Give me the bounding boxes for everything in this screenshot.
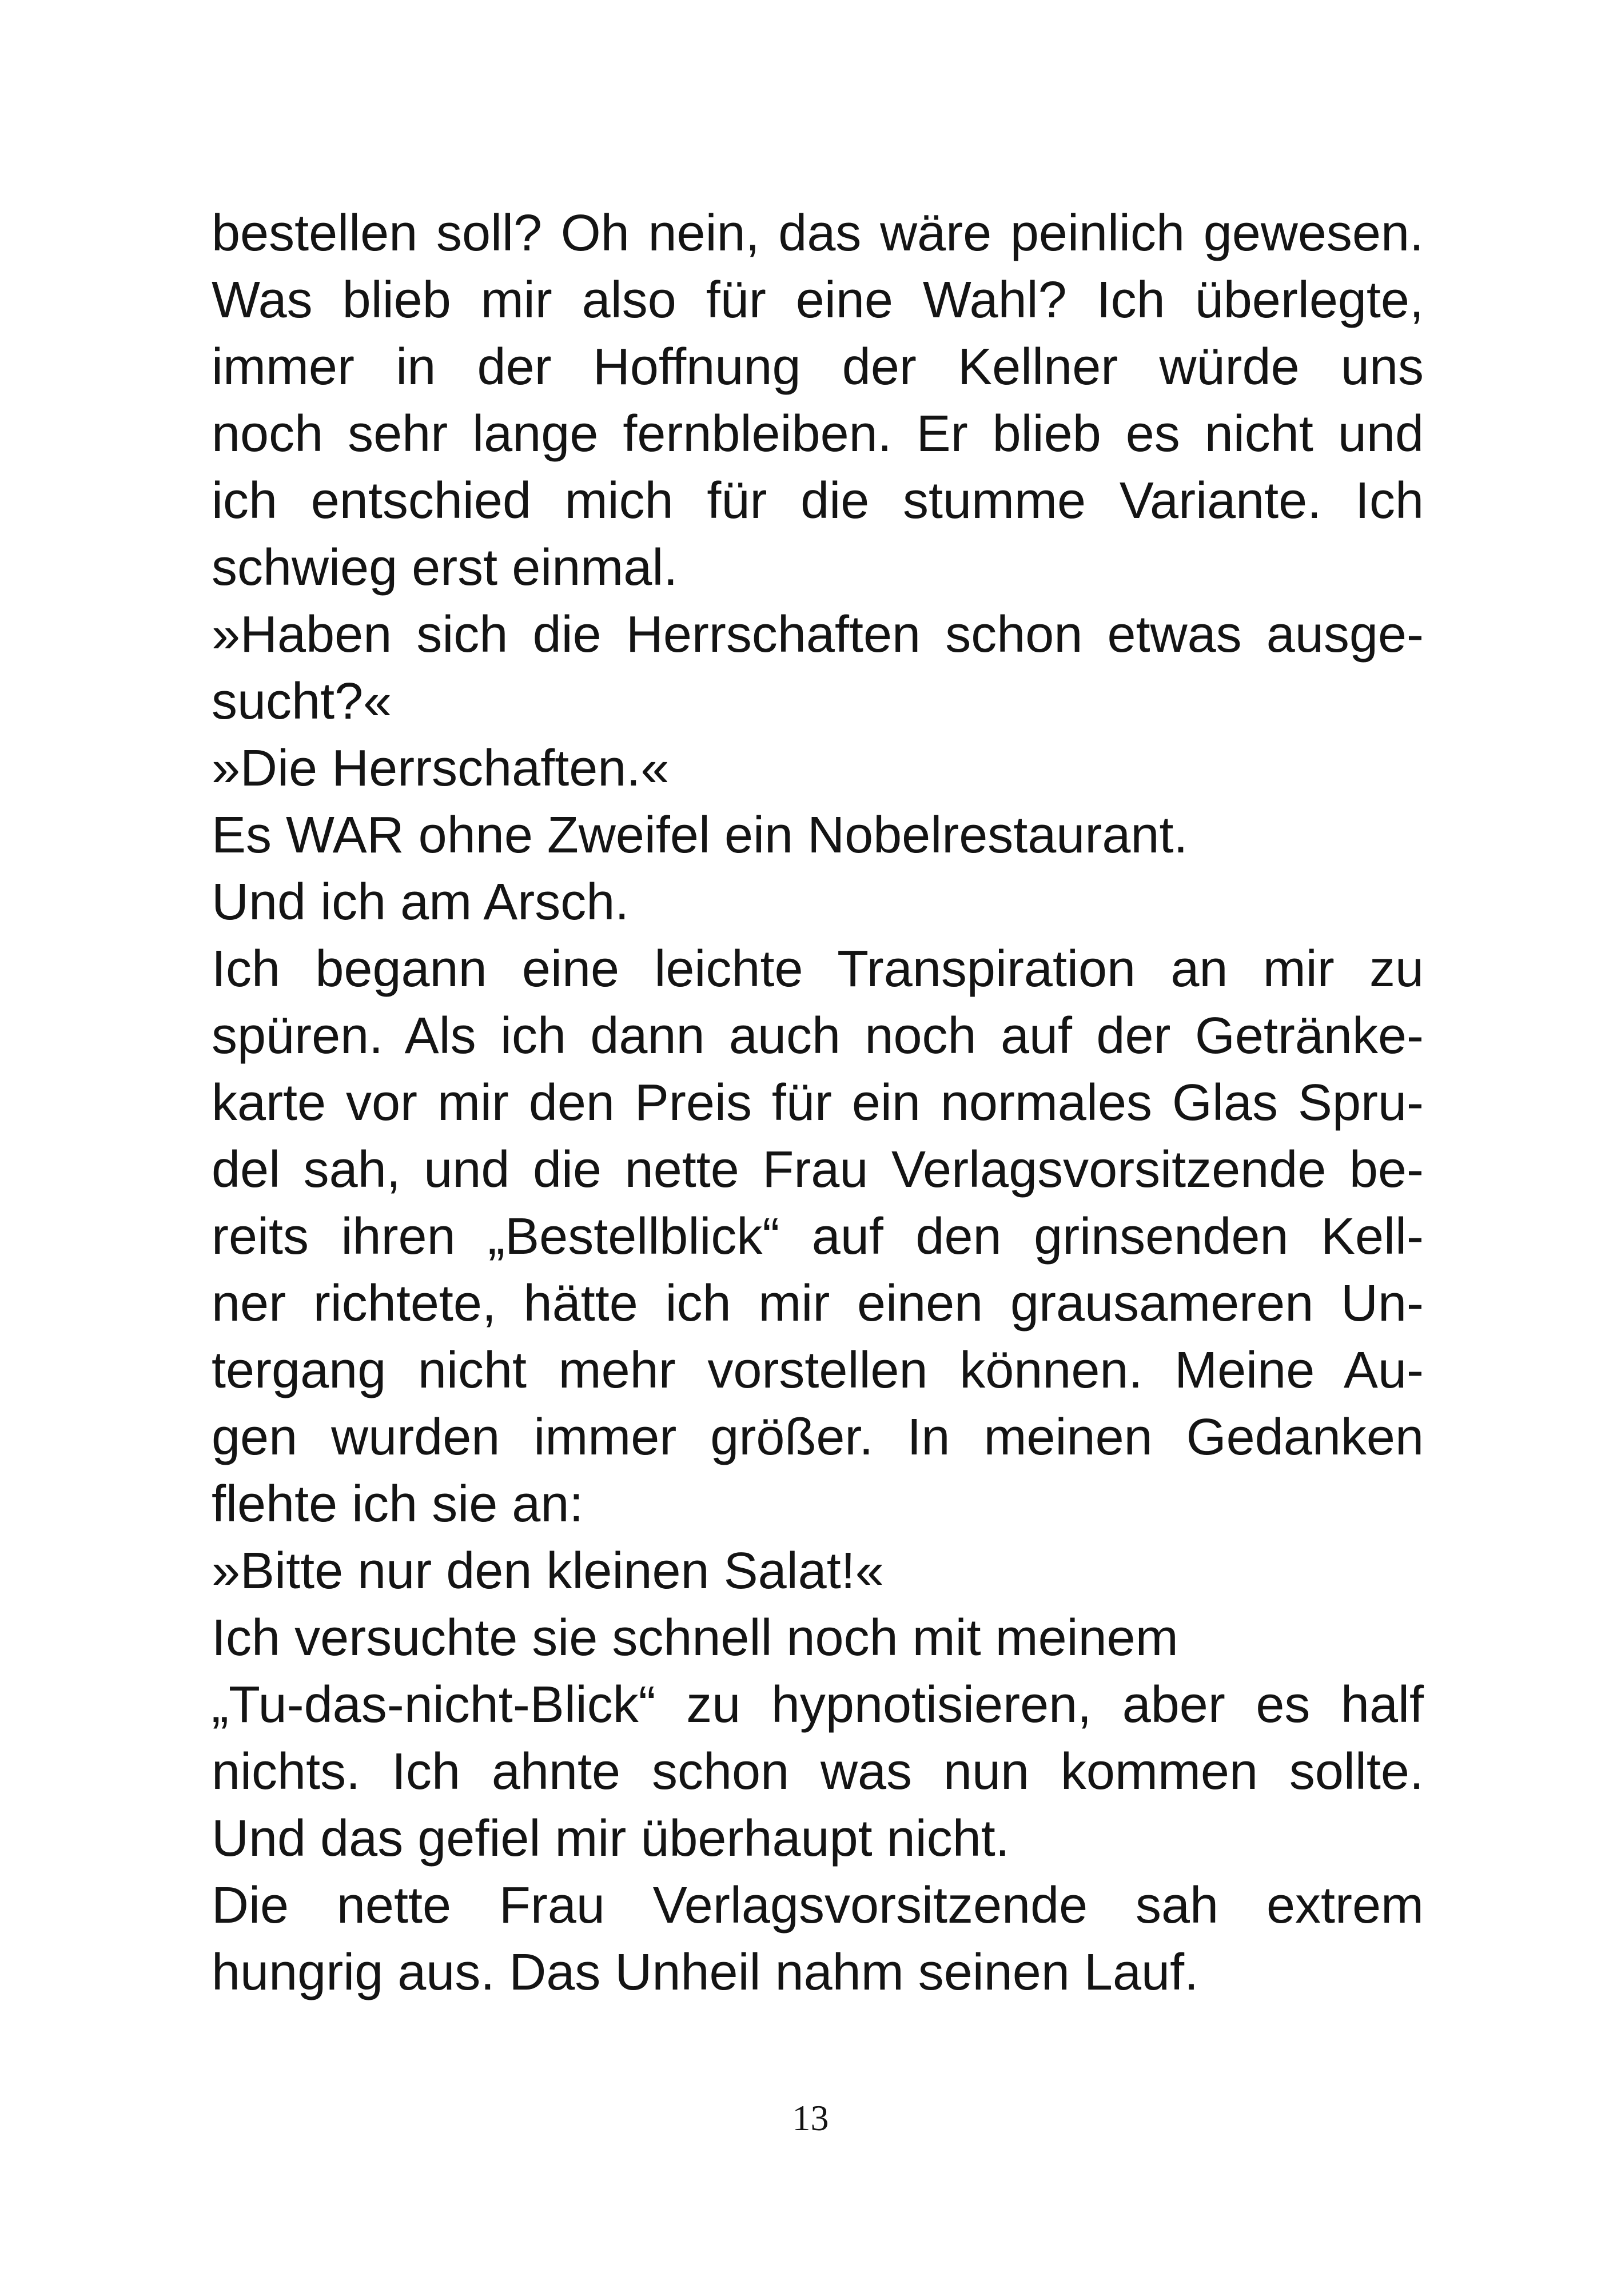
text-line: flehte ich sie an: (212, 1476, 584, 1533)
text-line: immer in der Hoffnung der Kellner würde uns (212, 338, 1424, 396)
text-line: „Tu-das-nicht-Blick“ zu hypnotisieren, aber es half (212, 1676, 1424, 1733)
text-line: ich entschied mich für die stumme Variante. Ich (212, 472, 1424, 529)
text-line: gen wurden immer größer. In meinen Gedanken (212, 1409, 1424, 1466)
text-line: spüren. Als ich dann auch noch auf der Getränke- (212, 1007, 1424, 1065)
text-line: »Die Herrschaften.« (212, 740, 670, 797)
text-line: Ich begann eine leichte Transpiration an mir zu (212, 940, 1424, 998)
body-text (212, 200, 1424, 2006)
text-line: hungrig aus. Das Unheil nahm seinen Lauf. (212, 1944, 1199, 2001)
text-line: schwieg erst einmal. (212, 539, 678, 596)
text-line: Die nette Frau Verlagsvorsitzende sah extrem (212, 1877, 1424, 1934)
text-line: karte vor mir den Preis für ein normales Glas Spru- (212, 1074, 1424, 1131)
text-line: Ich versuchte sie schnell noch mit meinem (212, 1609, 1178, 1667)
text-line: Und ich am Arsch. (212, 874, 630, 931)
text-line: noch sehr lange fernbleiben. Er blieb es nicht und (212, 405, 1424, 463)
text-line: »Bitte nur den kleinen Salat!« (212, 1542, 884, 1600)
text-line: Es WAR ohne Zweifel ein Nobelrestaurant. (212, 807, 1188, 864)
page-number: 13 (792, 2098, 829, 2138)
text-line: bestellen soll? Oh nein, das wäre peinlich gewesen. (212, 205, 1424, 262)
text-line: Was blieb mir also für eine Wahl? Ich überlegte, (212, 272, 1424, 329)
text-line: ner richtete, hätte ich mir einen grausameren Un- (212, 1275, 1424, 1332)
text-line: nichts. Ich ahnte schon was nun kommen sollte. (212, 1743, 1424, 1800)
text-line: »Haben sich die Herrschaften schon etwas ausge- (212, 606, 1424, 663)
text-line: Und das gefiel mir überhaupt nicht. (212, 1810, 1010, 1867)
text-line: sucht?« (212, 673, 392, 730)
text-line: tergang nicht mehr vorstellen können. Meine Au- (212, 1342, 1424, 1399)
text-line: del sah, und die nette Frau Verlagsvorsitzende be- (212, 1141, 1424, 1198)
text-line: reits ihren „Bestellblick“ auf den grinsenden Kell- (212, 1208, 1424, 1265)
